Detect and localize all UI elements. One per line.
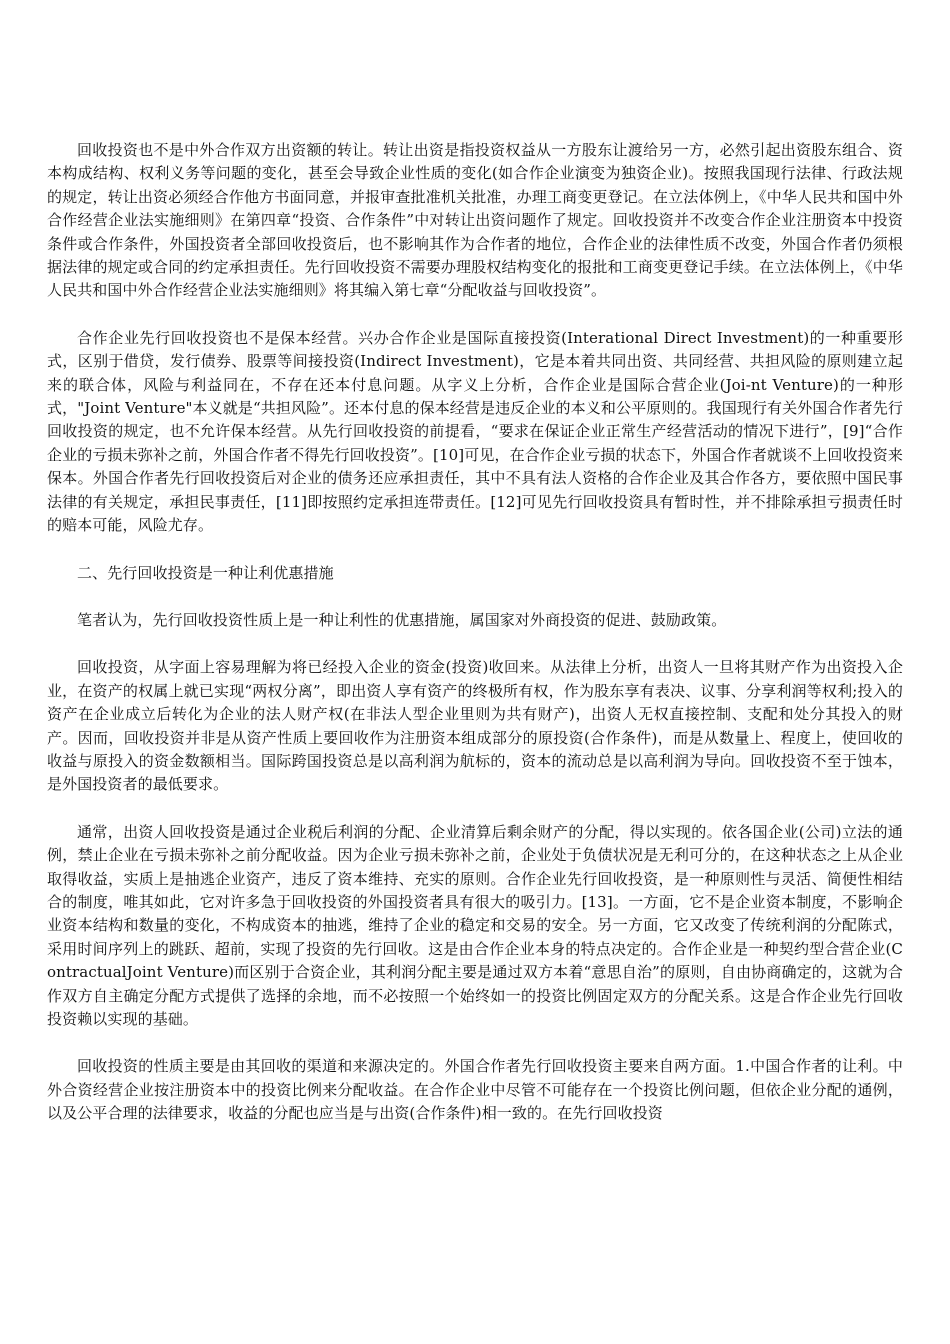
- paragraph-recovery-sources: 回收投资的性质主要是由其回收的渠道和来源决定的。外国合作者先行回收投资主要来自两方面。1.中国合作者的让利。中外合资经营企业按注册资本中的投资比例来分配收益。在合作企业中尽管不可能存在一个投资比例问题，但依企业分配的通例，以及公平合理的法律要求，收益的分配也应当是与出资(合作条件)相一致的。在先行回收投资: [47, 1057, 903, 1123]
- paragraph-transfer-of-capital: 回收投资也不是中外合作双方出资额的转让。转让出资是指投资权益从一方股东让渡给另一方，必然引起出资股东组合、资本构成结构、权利义务等问题的变化，甚至会导致企业性质的变化(如合作企业演变为独资企业)。按照我国现行法律、行政法规的规定，转让出资必须经合作他方书面同意，并报审查批准机关批准，办理工商变更登记。在立法体例上，《中华人民共和国中外合作经营企业法实施细则》在第四章“投资、合作条件”中对转让出资问题作了规定。回收投资并不改变合作企业注册资本中投资条件或合作条件，外国投资者全部回收投资后，也不影响其作为合作者的地位，合作企业的法律性质不改变，外国合作者仍须根据法律的规定或合同的约定承担责任。先行回收投资不需要办理股权结构变化的报批和工商变更登记手续。在立法体例上，《中华人民共和国中外合作经营企业法实施细则》将其编入第七章“分配收益与回收投资”。: [47, 141, 903, 300]
- paragraph-recovery-meaning: 回收投资，从字面上容易理解为将已经投入企业的资金(投资)收回来。从法律上分析，出资人一旦将其财产作为出资投入企业，在资产的权属上就已实现“两权分离”，即出资人享有资产的终极所有权，作为股东享有表决、议事、分享利润等权利;投入的资产在企业成立后转化为企业的法人财产权(在非法人型企业里则为共有财产)，出资人无权直接控制、支配和处分其投入的财产。因而，回收投资并非是从资产性质上要回收作为注册资本组成部分的原投资(合作条件)，而是从数量上、程度上，使回收的收益与原投入的资金数额相当。国际跨国投资总是以高利润为航标的，资本的流动总是以高利润为导向。回收投资不至于蚀本，是外国投资者的最低要求。: [47, 658, 903, 794]
- document-page: [47, 139, 903, 1150]
- paragraph-author-view: 笔者认为，先行回收投资性质上是一种让利性的优惠措施，属国家对外商投资的促进、鼓励政策。: [77, 610, 727, 629]
- section-heading-preferential-measure: 二、先行回收投资是一种让利优惠措施: [77, 563, 334, 582]
- paragraph-recovery-channels: 通常，出资人回收投资是通过企业税后利润的分配、企业清算后剩余财产的分配，得以实现的。依各国企业(公司)立法的通例，禁止企业在亏损未弥补之前分配收益。因为企业亏损未弥补之前，企业处于负债状况是无利可分的，在这种状态之上从企业取得收益，实质上是抽逃企业资产，违反了资本维持、充实的原则。合作企业先行回收投资，是一种原则性与灵活、简便性相结合的制度，唯其如此，它对许多急于回收投资的外国投资者具有很大的吸引力。[13]。一方面，它不是企业资本制度，不影响企业资本结构和数量的变化，不构成资本的抽逃，维持了企业的稳定和交易的安全。另一方面，它又改变了传统利润的分配陈式，采用时间序列上的跳跃、超前，实现了投资的先行回收。这是由合作企业本身的特点决定的。合作企业是一种契约型合营企业(ContractualJoint Venture)而区别于合资企业，其利润分配主要是通过双方本着“意思自治”的原则，自由协商确定的，这就为合作双方自主确定分配方式提供了选择的余地，而不必按照一个始终如一的投资比例固定双方的分配关系。这是合作企业先行回收投资赖以实现的基础。: [47, 822, 903, 1028]
- paragraph-not-capital-preservation: 合作企业先行回收投资也不是保本经营。兴办合作企业是国际直接投资(Interational Direct Investment)的一种重要形式，区别于借贷，发行债券、股票等间接投资(Indirect Investment)，它是本着共同出资、共同经营、共担风险的原则建立起来的联合体，风险与利益同在，不存在还本付息问题。从字义上分析，合作企业是国际合营企业(Joi-nt Venture)的一种形式，"Joint Venture"本义就是“共担风险”。还本付息的保本经营是违反企业的本义和公平原则的。我国现行有关外国合作者先行回收投资的规定，也不允许保本经营。从先行回收投资的前提看，“要求在保证企业正常生产经营活动的情况下进行”，[9]“合作企业的亏损未弥补之前，外国合作者不得先行回收投资”。[10]可见，在合作企业亏损的状态下，外国合作者就谈不上回收投资来保本。外国合作者先行回收投资后对企业的债务还应承担责任，其中不具有法人资格的合作企业及其合作各方，要依照中国民事法律的有关规定，承担民事责任，[11]即按照约定承担连带责任。[12]可见先行回收投资具有暂时性，并不排除承担亏损责任时的赔本可能，风险尤存。: [47, 328, 903, 535]
